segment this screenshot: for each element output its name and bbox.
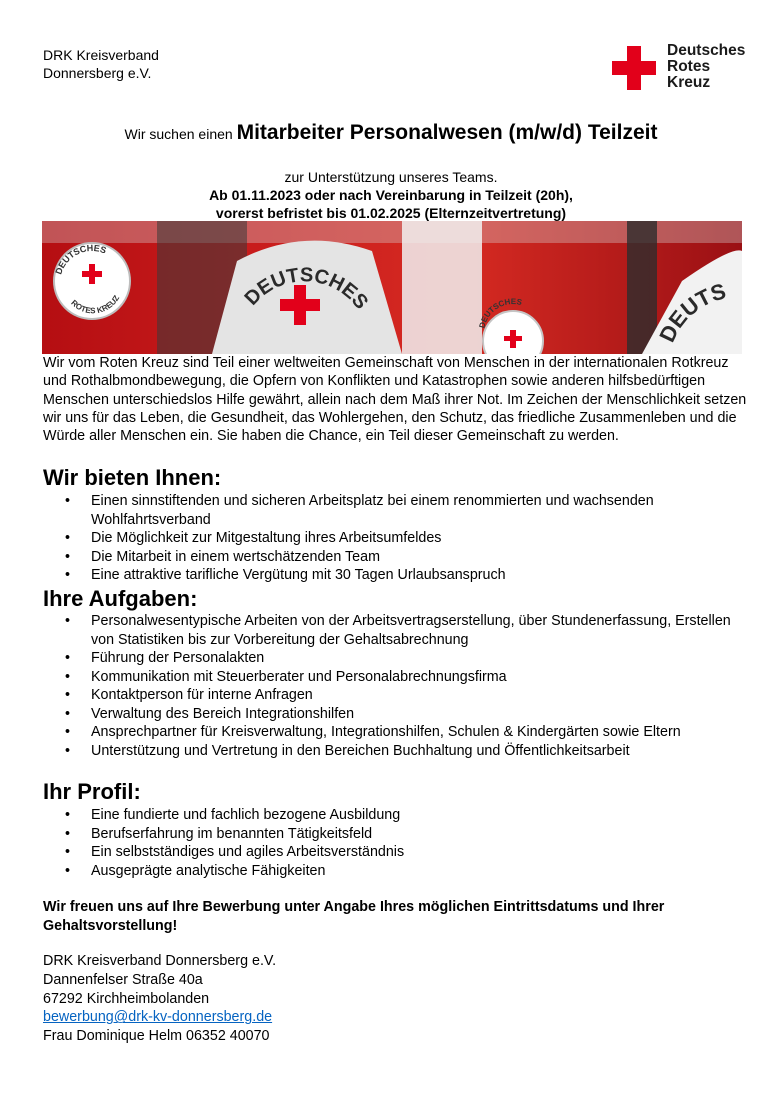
list-item: • Führung der Personalakten: [43, 649, 743, 668]
red-cross-bar: [612, 61, 656, 75]
drk-logo: [612, 43, 762, 93]
job-title: Mitarbeiter Personalwesen (m/w/d) Teilzeit: [236, 121, 658, 144]
list-item: • Unterstützung und Vertretung in den Bereichen Buchhaltung und Öffentlichkeitsarbeit: [43, 742, 743, 761]
contact-org: DRK Kreisverband Donnersberg e.V.: [43, 953, 277, 969]
list-item: • Eine fundierte und fachlich bezogene Ausbildung: [43, 806, 743, 825]
offer-heading: Wir bieten Ihnen:: [43, 465, 222, 490]
logo-text: [667, 43, 745, 91]
logo-line-2: Rotes: [667, 58, 711, 75]
org-line-2: Donnersberg e.V.: [43, 65, 152, 81]
svg-text:ROTES KREUZ: ROTES KREUZ: [69, 293, 122, 316]
list-item: • Ausgeprägte analytische Fähigkeiten: [43, 862, 743, 881]
closing-statement: Wir freuen uns auf Ihre Bewerbung unter Angabe Ihres möglichen Eintrittsdatums und Ihrer Gehaltsvorstellung!: [43, 899, 665, 934]
svg-text:DEUTSCHES: DEUTSCHES: [240, 264, 373, 314]
list-item: • Die Möglichkeit zur Mitgestaltung ihres Arbeitsumfeldes: [43, 529, 743, 548]
start-date-line: Ab 01.11.2023 oder nach Vereinbarung in Teilzeit (20h),: [209, 187, 573, 203]
job-headline: [0, 121, 782, 145]
svg-text:DEUTSCHES: DEUTSCHES: [477, 296, 523, 329]
list-item: • Berufserfahrung im benannten Tätigkeitsfeld: [43, 825, 743, 844]
contact-street: Dannenfelser Straße 40a: [43, 971, 203, 988]
org-line-1: DRK Kreisverband: [43, 47, 159, 63]
offer-list: [43, 492, 743, 585]
list-item: • Die Mitarbeit in einem wertschätzenden Team: [43, 548, 743, 567]
list-item: • Kontaktperson für interne Anfragen: [43, 686, 743, 705]
red-cross-volunteers-image: [42, 221, 742, 354]
tasks-heading: Ihre Aufgaben:: [43, 586, 198, 611]
intro-paragraph: Wir vom Roten Kreuz sind Teil einer weltweiten Gemeinschaft von Menschen in der internationalen Rotkreuz und Rothalbmondbewegung, die Opfern von Konflikten und Katastrophen sowie anderen hilfsbedürftigen Menschen unterschiedslos Hilfe gewährt, allein nach dem Maß ihrer Not. Im Zeichen der Menschlichkeit setzen wir uns für das Leben, die Gesundheit, das Wohlergehen, den Schutz, das friedliche Zusammenleben und die Würde aller Menschen ein. Sie haben die Chance, ein Teil dieser Gemeinschaft zu werden.: [43, 355, 747, 445]
list-item: • Ein selbstständiges und agiles Arbeitsverständnis: [43, 843, 743, 862]
svg-text:DEUTS: DEUTS: [654, 278, 729, 346]
contact-block: [43, 952, 276, 1046]
contact-city: 67292 Kirchheimbolanden: [43, 990, 210, 1007]
header-photo: [42, 221, 742, 354]
limitation-line: vorerst befristet bis 01.02.2025 (Elternzeitvertretung): [215, 205, 567, 221]
list-item: • Eine attraktive tarifliche Vergütung mit 30 Tagen Urlaubsanspruch: [43, 566, 743, 585]
organization-name: [43, 46, 159, 82]
logo-line-1: Deutsches: [667, 42, 746, 59]
profile-list: [43, 806, 743, 880]
tasks-list: [43, 612, 743, 760]
job-details: [0, 168, 782, 222]
svg-text:DEUTSCHES: DEUTSCHES: [53, 242, 108, 276]
list-item: • Ansprechpartner für Kreisverwaltung, Integrationshilfen, Schulen & Kindergärten sowie Eltern: [43, 723, 743, 742]
list-item: • Einen sinnstiftenden und sicheren Arbeitsplatz bei einem renommierten und wachsenden Wohlfahrtsverband: [43, 492, 743, 529]
profile-heading: Ihr Profil:: [43, 779, 141, 804]
contact-person: Frau Dominique Helm 06352 40070: [43, 1028, 270, 1045]
list-item: • Verwaltung des Bereich Integrationshilfen: [43, 705, 743, 724]
headline-intro: Wir suchen einen: [124, 126, 237, 142]
contact-email-link[interactable]: bewerbung@drk-kv-donnersberg.de: [43, 1009, 273, 1026]
team-support-line: zur Unterstützung unseres Teams.: [284, 169, 498, 185]
list-item: • Personalwesentypische Arbeiten von der Arbeitsvertragserstellung, über Stundenerfassung, Erstellen von Statistiken bis zur Vorbereitung der Gehaltsabrechnung: [43, 612, 743, 649]
list-item: • Kommunikation mit Steuerberater und Personalabrechnungsfirma: [43, 668, 743, 687]
logo-line-3: Kreuz: [667, 74, 711, 91]
